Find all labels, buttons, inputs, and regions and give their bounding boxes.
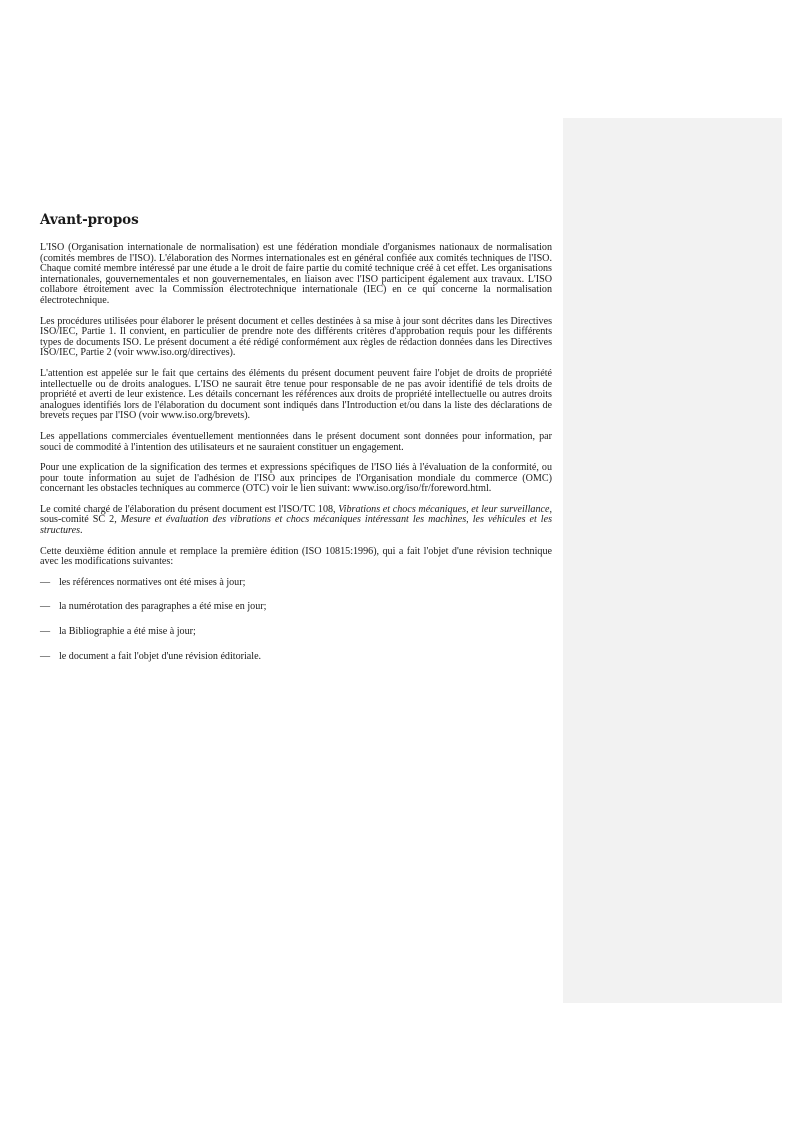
paragraph-committee	[40, 505, 552, 537]
dash-bullet: —	[40, 626, 51, 638]
dash-bullet: —	[40, 601, 51, 613]
paragraph-trade-names: Les appellations commerciales éventuellement mentionnées dans le présent document sont données pour information, par souci de commodité à l'intention des utilisateurs et ne sauraient constituer un engagement.	[40, 430, 552, 453]
page-title: Avant-propos	[40, 212, 139, 228]
committee-title-italic: Vibrations et chocs mécaniques, et leur surveillance	[338, 503, 550, 515]
list-item-text: les références normatives ont été mises à jour;	[59, 576, 246, 588]
paragraph-edition: Cette deuxième édition annule et remplace la première édition (ISO 10815:1996), qui a fait l'objet d'une révision technique avec les modifications suivantes:	[40, 545, 552, 568]
paragraph-conformity: Pour une explication de la signification des termes et expressions spécifiques de l'ISO liés à l'évaluation de la conformité, ou pour toute information au sujet de l'adhésion de l'ISO aux principes de l'Organisation mondiale du commerce (OMC) concernant les obstacles techniques au commerce (OTC) voir le lien suivant: www.iso.org/iso/fr/foreword.html.	[40, 462, 552, 495]
comment-pane	[563, 118, 782, 1003]
committee-text-3: .	[80, 525, 83, 537]
dash-bullet: —	[40, 650, 51, 662]
subcommittee-title-italic: Mesure et évaluation des vibrations et chocs mécaniques intéressant les machines, les véhicules et les structures	[40, 514, 553, 537]
paragraph-patent-rights: L'attention est appelée sur le fait que certains des éléments du présent document peuvent faire l'objet de droits de propriété intellectuelle ou de droits analogues. L'ISO ne saurait être tenue pour responsable de ne pas avoir identifié de tels droits de propriété et averti de leur existence. Les détails concernant les références aux droits de propriété intellectuelle ou autres droits analogues identifiés lors de l'élaboration du document sont indiqués dans l'Introduction et/ou dans la liste des déclarations de brevets reçues par l'ISO (voir www.iso.org/brevets).	[40, 367, 552, 422]
committee-text-1: Le comité chargé de l'élaboration du présent document est l'ISO/TC 108,	[40, 503, 339, 515]
paragraph-iso-intro: L'ISO (Organisation internationale de normalisation) est une fédération mondiale d'organismes nationaux de normalisation (comités membres de l'ISO). L'élaboration des Normes internationales est en général confiée aux comités techniques de l'ISO. Chaque comité membre intéressé par une étude a le droit de faire partie du comité technique créé à cet effet. Les organisations internationales, gouvernementales et non gouvernementales, en liaison avec l'ISO participent également aux travaux. L'ISO collabore étroitement avec la Commission électrotechnique internationale (IEC) en ce qui concerne la normalisation électrotechnique.	[40, 242, 552, 306]
list-item	[40, 578, 552, 589]
paragraph-procedures: Les procédures utilisées pour élaborer le présent document et celles destinées à sa mise à jour sont décrites dans les Directives ISO/IEC, Partie 1. Il convient, en particulier de prendre note des différents critères d'approbation requis pour les différents types de documents ISO. Le présent document a été rédigé conformément aux règles de rédaction données dans les Directives ISO/IEC, Partie 2 (voir www.iso.org/directives).	[40, 315, 552, 359]
list-item	[40, 652, 552, 663]
list-item-text: la Bibliographie a été mise à jour;	[59, 626, 196, 638]
dash-bullet: —	[40, 576, 51, 588]
list-item	[40, 627, 552, 638]
list-item-text: le document a fait l'objet d'une révision éditoriale.	[59, 650, 262, 662]
list-item-text: la numérotation des paragraphes a été mise en jour;	[59, 601, 267, 613]
changes-list	[40, 578, 552, 662]
list-item	[40, 602, 552, 613]
committee-text-2: , sous-comité SC 2,	[40, 503, 553, 526]
page-content	[40, 212, 552, 676]
